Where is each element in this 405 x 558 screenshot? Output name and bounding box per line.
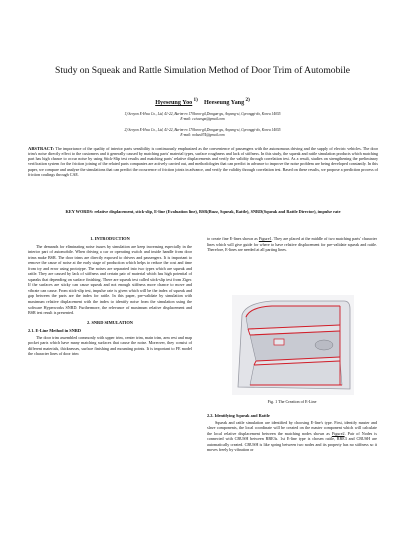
keywords: KEY WORDS: relative displacement, stick-slip, E-line (Evaluation line), BSR(Buzz, Squeak, Rattle), SNRD(Squeak and Rattle Director), impulse rate xyxy=(65,209,341,214)
figure-2-reference[interactable]: Figure2 xyxy=(331,430,345,436)
section-introduction-heading: 1. INTRODUCTION xyxy=(90,236,130,241)
affiliation-1 xyxy=(40,112,365,121)
right-top-text-1: to create fine E-lines shown as xyxy=(207,236,259,241)
affiliation-1-email: E-mail: ccisoesga@gmail.com xyxy=(180,116,225,121)
affiliation-2-address: 2) Seoyon E-Hwa Co., Ltd, 41-22, Burim-ro 170beon-gil,Dongan-gu, Anyang-si, Gyeonggi-do, Korea 14055 xyxy=(124,128,281,132)
affiliation-2 xyxy=(40,128,365,137)
author-1-name: Hyeseung Yoo xyxy=(155,99,193,107)
author-2-name: Heeseung Yang xyxy=(204,99,245,107)
right-column-bottom xyxy=(207,410,377,453)
abstract-label: ABSTRACT: xyxy=(28,146,55,151)
figure-1-caption: Fig. 1 The Creation of E-Line xyxy=(267,399,317,404)
right-column-top xyxy=(207,236,377,253)
right-top-text-2: . They are placed at the middle of two matching parts' character lines which will give guide for where to have relative displacement for pre-validate squeak and rattle. Therefore, E-lines are needed at all parting lines. xyxy=(207,236,377,253)
introduction-paragraph: The demands for eliminating noise issues by simulation are keep increasing especially in the interior part of automobile. When driving a car or operating switch and inside handle from door trims make BSR. The door trims are directly exposed to drivers and passengers. It is important to remove the cause of noise at the early stage of production which helps to reduce the cost and time from try and error using prototype. The noises are separated into two types which are squeak and rattle. They are caused by lack of stiffness and certain pair of material which has high potential of squeaks that depending on surface finishing. There are squeak test called stick-slip test from Ziger. If the surfaces are sticky can cause squeak and not enough stiffness more chance to move and vibrate can cause. From stick-slip test, impulse rate is given which will be the index of squeak and gap between the parts are the index for rattle. In this paper, pre-validate by simulation with maximum relative displacement with the index to identify noise from the simulation using the software Hyperworks SNRD. Furthermore, the relevance of maximum relative displacement and BSR test result is presented. xyxy=(28,243,192,316)
figure-1-reference[interactable]: Figure1 xyxy=(258,236,272,241)
switch-panel xyxy=(274,339,284,345)
abstract xyxy=(28,146,378,177)
author-line xyxy=(40,97,365,106)
author-1-sup: 1) xyxy=(192,97,198,103)
armrest xyxy=(315,340,333,350)
identify-text-1: Squeak and rattle simulation are identified by choosing E-line's type. First, identify master and slave components, the local coordinate will be created on the master component which will calculate the local relative displacement between the matching nodes shown as xyxy=(207,419,377,436)
affiliation-1-address: 1) Seoyon E-Hwa Co., Ltd, 41-22, Burim-ro 170beon-gil,Dongan-gu, Anyang-si, Gyeonggi-do, Korea 14055 xyxy=(124,112,281,116)
section-snrd-heading: 2. SNRD SIMULATION xyxy=(87,319,133,325)
identify-text-2: . Pair of Nodes is connected with CBUSH between RBE3s. 1st E-line type is chosen rattle, RBE3 and CBUSH are automatically created. CBUSH is like spring between two nodes and its property has no stiffness so it moves freely by vibration or xyxy=(207,430,378,453)
paper-title: Study on Squeak and Rattle Simulation Method of Door Trim of Automobile xyxy=(54,65,350,76)
subsection-identify-heading: 2.2. Identifying Squeak and Rattle xyxy=(207,413,270,418)
abstract-text: The importance of the quality of interior parts sensibility is continuously emphasized as the convenience of passengers with the autonomous driving and the supply of electric vehicles. The door trim's noise directly effect to the customers and it generally caused by matching parts' material types, surface roughness and lack of stiffness. In this study, the squeak and rattle simulation products which matching part has high chance to occur noise by using Stick-Slip test results and matching parts' relative displacements and verify the validity through correlation test. As a result, studies on strengthening the preliminary verification system for the friction joining of the related parts companies are actively carried out, and methodologies that can predict in advance to improve the noise problem are being developed constantly. In this paper, we compare and analyze the simulations that can predict the occurrence of friction joints in advance, and verify the validity through correlation test. Based on these results, we propose a prediction process of friction coulings through CAE. xyxy=(28,146,379,177)
eline-paragraph: The door trim assembled commonly with upper trim, center trim, main trim, arm rest and map pocket parts which have many matching surfaces that cause the noise. Moreover, they consist of different materials, thicknesses, surface finishing and mounting points. It is important to FE model the character lines of door trim xyxy=(28,334,192,357)
figure-1-door-trim xyxy=(232,295,354,395)
author-2-sup: 2) xyxy=(244,97,250,103)
subsection-eline-heading: 2.1. E-Line Method in SNRD xyxy=(28,328,81,334)
affiliation-2-email: E-mail: nobus074@gmail.com xyxy=(180,132,225,137)
left-column xyxy=(28,236,192,357)
